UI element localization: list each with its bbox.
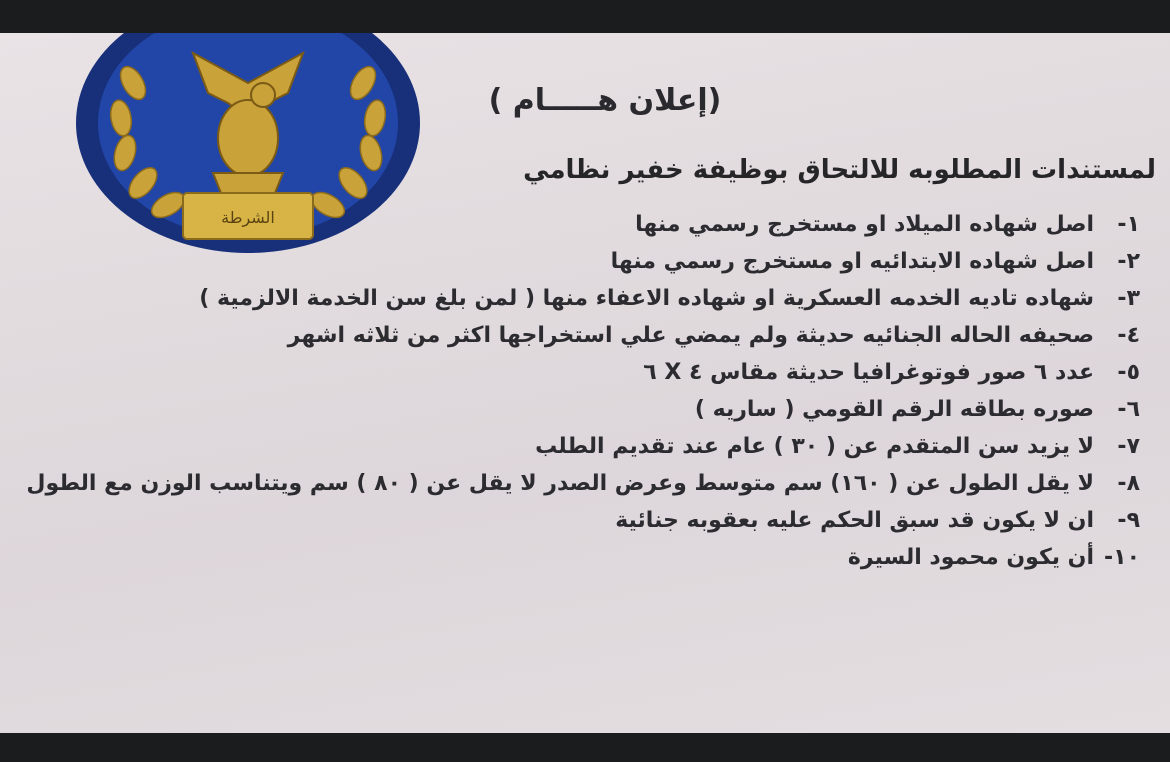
list-item [10, 248, 1140, 276]
item-number: ١- [1117, 212, 1140, 237]
requirements-list [10, 211, 1140, 581]
item-text: عدد ٦ صور فوتوغرافيا حديثة مقاس ٤ X ٦ [643, 360, 1094, 385]
list-item [10, 470, 1140, 498]
list-item [10, 211, 1140, 239]
item-text: لا يزيد سن المتقدم عن ( ٣٠ ) عام عند تقديم الطلب [535, 434, 1094, 459]
emblem-banner-text: الشرطة [221, 208, 275, 227]
item-text: صوره بطاقه الرقم القومي ( ساريه ) [694, 397, 1094, 422]
item-number: ٩- [1117, 508, 1140, 533]
item-text: اصل شهاده الابتدائيه او مستخرج رسمي منها [610, 249, 1094, 274]
list-item [10, 507, 1140, 535]
item-text: ان لا يكون قد سبق الحكم عليه بعقوبه جنائية [615, 508, 1094, 533]
item-number: ٤- [1117, 323, 1140, 348]
item-text: لا يقل الطول عن ( ١٦٠) سم متوسط وعرض الصدر لا يقل عن ( ٨٠ ) سم ويتناسب الوزن مع الطول [26, 471, 1094, 496]
item-number: ٢- [1117, 249, 1140, 274]
item-number: ٦- [1117, 397, 1140, 422]
list-item [10, 433, 1140, 461]
item-number: ٧- [1117, 434, 1140, 459]
announcement-heading: لمستندات المطلوبه للالتحاق بوظيفة خفير نظامي [523, 155, 1156, 185]
item-text: شهاده تاديه الخدمه العسكرية او شهاده الاعفاء منها ( لمن بلغ سن الخدمة الالزمية ) [199, 286, 1094, 311]
item-number: ٨- [1117, 471, 1140, 496]
item-text: اصل شهاده الميلاد او مستخرج رسمي منها [635, 212, 1094, 237]
list-item [10, 359, 1140, 387]
list-item [10, 544, 1140, 572]
item-text: أن يكون محمود السيرة [847, 545, 1094, 570]
list-item [10, 396, 1140, 424]
item-number: ١٠- [1104, 545, 1140, 570]
announcement-title: (إعلان هـــــام ) [488, 83, 722, 118]
item-number: ٥- [1117, 360, 1140, 385]
list-item [10, 285, 1140, 313]
document-page [0, 33, 1170, 733]
list-item [10, 322, 1140, 350]
item-text: صحيفه الحاله الجنائيه حديثة ولم يمضي علي استخراجها اكثر من ثلاثه اشهر [287, 323, 1094, 348]
item-number: ٣- [1117, 286, 1140, 311]
